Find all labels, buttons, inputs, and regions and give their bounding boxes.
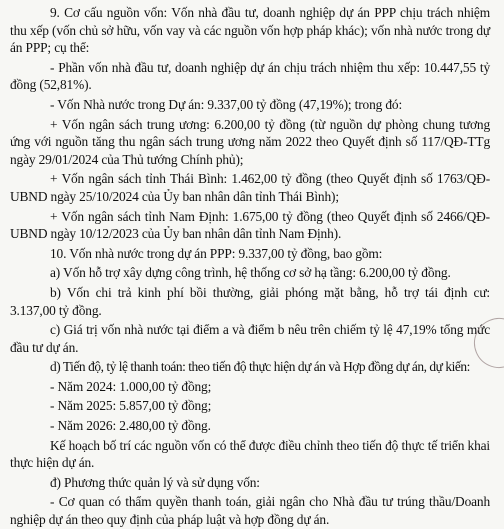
para-year-2024: - Năm 2024: 1.000,00 tỷ đồng; <box>50 378 212 394</box>
para-c-ratio: c) Giá trị vốn nhà nước tại điểm a và điểm b nêu trên chiếm tỷ lệ 47,19% tổng mức đầu tư dự án. <box>10 322 490 355</box>
para-year-2026: - Năm 2026: 2.480,00 tỷ đồng. <box>50 418 211 434</box>
para-d-payment-schedule: d) Tiến độ, tỷ lệ thanh toán: theo tiến độ thực hiện dự án và Hợp đồng dự án, dự kiến: <box>50 359 470 375</box>
para-dd-management: đ) Phương thức quản lý và sử dụng vốn: <box>50 474 260 490</box>
para-a-construction-support: a) Vốn hỗ trợ xây dựng công trình, hệ thống cơ sở hạ tầng: 6.200,00 tỷ đồng. <box>50 265 451 281</box>
para-nam-dinh-budget: + Vốn ngân sách tỉnh Nam Định: 1.675,00 tỷ đồng (theo Quyết định số 2466/QĐ-UBND ngày 10/12/2023 của Ủy ban nhân dân tỉnh Nam Định). <box>10 208 490 242</box>
para-investor-capital: - Phần vốn nhà đầu tư, doanh nghiệp dự án chịu trách nhiệm thu xếp: 10.447,55 tỷ đồng (52,81%). <box>10 59 490 93</box>
para-central-budget: + Vốn ngân sách trung ương: 6.200,00 tỷ đồng (từ nguồn dự phòng chung tương ứng với nguồn tăng thu ngân sách trung ương năm 2022 theo Quyết định số 117/QĐ-TTg ngày 29/01/2024 của Thủ tướng Chính phủ); <box>10 116 490 167</box>
para-thai-binh-budget: + Vốn ngân sách tỉnh Thái Bình: 1.462,00 tỷ đồng (theo Quyết định số 1763/QĐ-UBND ngày 25/10/2024 của Ủy ban nhân dân tỉnh Thái Bình); <box>10 171 490 204</box>
para-adjustment-plan: Kế hoạch bố trí các nguồn vốn có thể được điều chỉnh theo tiến độ thực tế triển khai thực hiện dự án. <box>10 437 490 471</box>
para-year-2025: - Năm 2025: 5.857,00 tỷ đồng; <box>50 398 212 414</box>
para-state-capital: - Vốn Nhà nước trong Dự án: 9.337,00 tỷ đồng (47,19%); trong đó: <box>50 96 403 112</box>
para-disbursement: - Cơ quan có thẩm quyền thanh toán, giải ngân cho Nhà đầu tư trúng thầu/Doanh nghiệp dự án theo quy định của pháp luật và hợp đồng dự án. <box>10 494 490 528</box>
para-b-compensation: b) Vốn chi trả kinh phí bồi thường, giải phóng mặt bằng, hỗ trợ tái định cư: 3.137,00 tỷ đồng. <box>10 284 490 318</box>
para-10-state-capital: 10. Vốn nhà nước trong dự án PPP: 9.337,00 tỷ đồng, bao gồm: <box>50 245 383 261</box>
para-9-funding-structure: 9. Cơ cấu nguồn vốn: Vốn nhà đầu tư, doanh nghiệp dự án PPP chịu trách nhiệm thu xếp (vốn chủ sở hữu, vốn vay và các nguồn vốn hợp pháp khác); vốn nhà nước trong dự án PPP; cụ thể: <box>10 5 490 56</box>
